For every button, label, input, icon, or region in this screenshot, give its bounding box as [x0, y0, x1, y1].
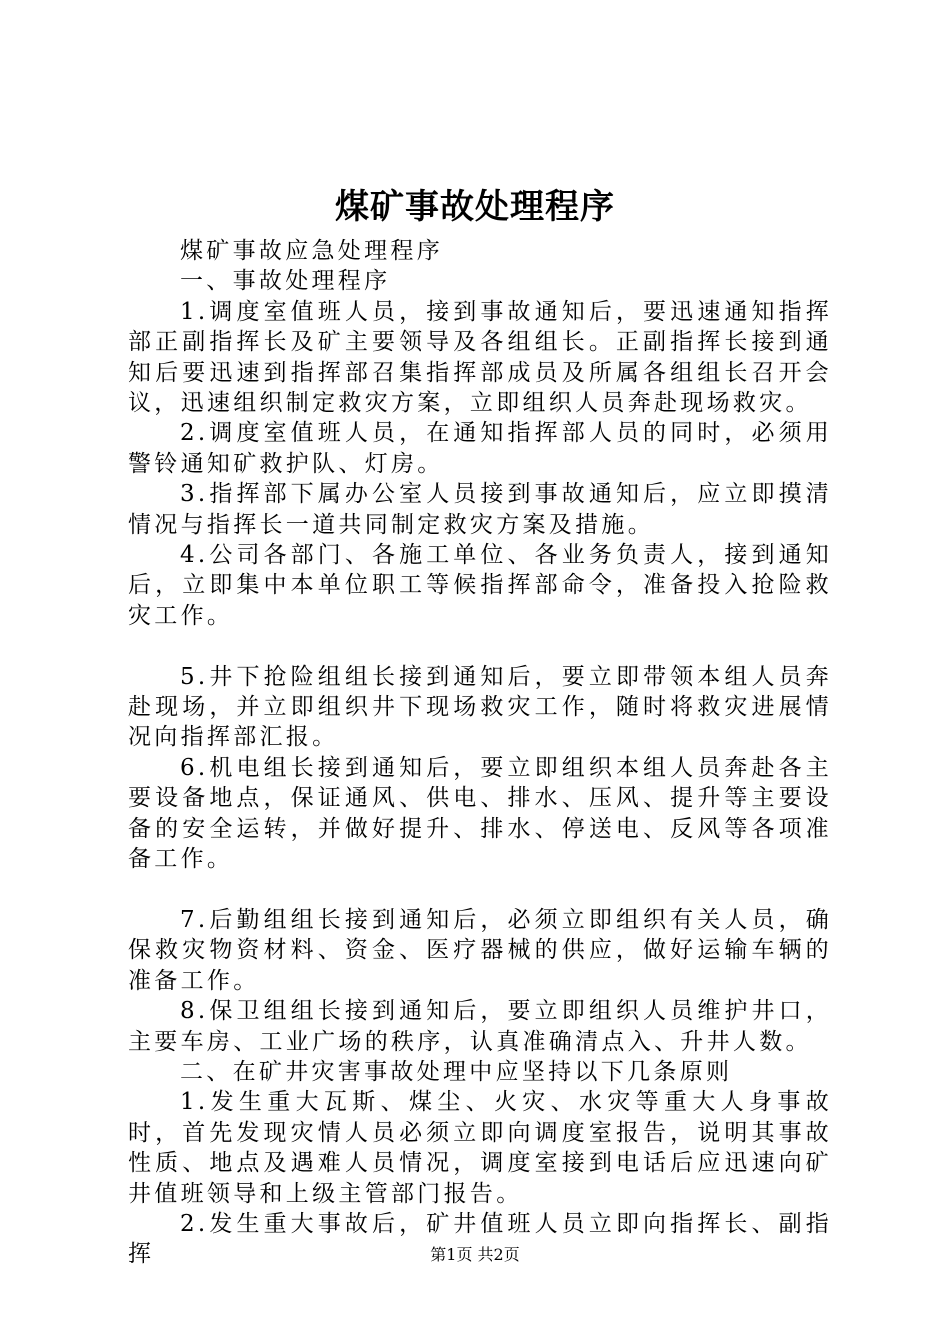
- paragraph: 2.发生重大事故后，矿井值班人员立即向指挥长、副指挥: [128, 1210, 832, 1268]
- paragraph-subtitle: 煤矿事故应急处理程序: [180, 238, 443, 264]
- section-heading-1: 一、事故处理程序: [180, 268, 391, 295]
- paragraph: 8.保卫组组长接到通知后，要立即组织人员维护井口，主要车房、工业广场的秩序，认真准确清点入、升井人数。: [128, 998, 832, 1055]
- page-footer: 第1页 共2页: [430, 1245, 520, 1264]
- paragraph: 3.指挥部下属办公室人员接到事故通知后，应立即摸清情况与指挥长一道共同制定救灾方案及措施。: [128, 481, 832, 538]
- document-title: 煤矿事故处理程序: [335, 187, 615, 227]
- document-body: [128, 236, 832, 1270]
- paragraph: 1.发生重大瓦斯、煤尘、火灾、水灾等重大人身事故时，首先发现灾情人员必须立即向调度室报告，说明其事故性质、地点及遇难人员情况，调度室接到电话后应迅速向矿井值班领导和上级主管部门报告。: [128, 1089, 832, 1207]
- paragraph: 7.后勤组组长接到通知后，必须立即组织有关人员，确保救灾物资材料、资金、医疗器械的供应，做好运输车辆的准备工作。: [128, 906, 832, 994]
- paragraph: 4.公司各部门、各施工单位、各业务负责人，接到通知后，立即集中本单位职工等候指挥部命令，准备投入抢险救灾工作。: [128, 542, 832, 629]
- paragraph: 2.调度室值班人员，在通知指挥部人员的同时，必须用警铃通知矿救护队、灯房。: [128, 420, 832, 477]
- paragraph: 5.井下抢险组组长接到通知后，要立即带领本组人员奔赴现场，并立即组织井下现场救灾工作，随时将救灾进展情况向指挥部汇报。: [128, 663, 832, 751]
- paragraph: 1.调度室值班人员，接到事故通知后，要迅速通知指挥部正副指挥长及矿主要领导及各组组长。正副指挥长接到通知后要迅速到指挥部召集指挥部成员及所属各组组长召开会议，迅速组织制定救灾方案，立即组织人员奔赴现场救灾。: [128, 298, 832, 417]
- paragraph: 6.机电组长接到通知后，要立即组织本组人员奔赴各主要设备地点，保证通风、供电、排水、压风、提升等主要设备的安全运转，并做好提升、排水、停送电、反风等各项准备工作。: [128, 754, 832, 873]
- section-heading-2: 二、在矿井灾害事故处理中应坚持以下几条原则: [180, 1058, 733, 1085]
